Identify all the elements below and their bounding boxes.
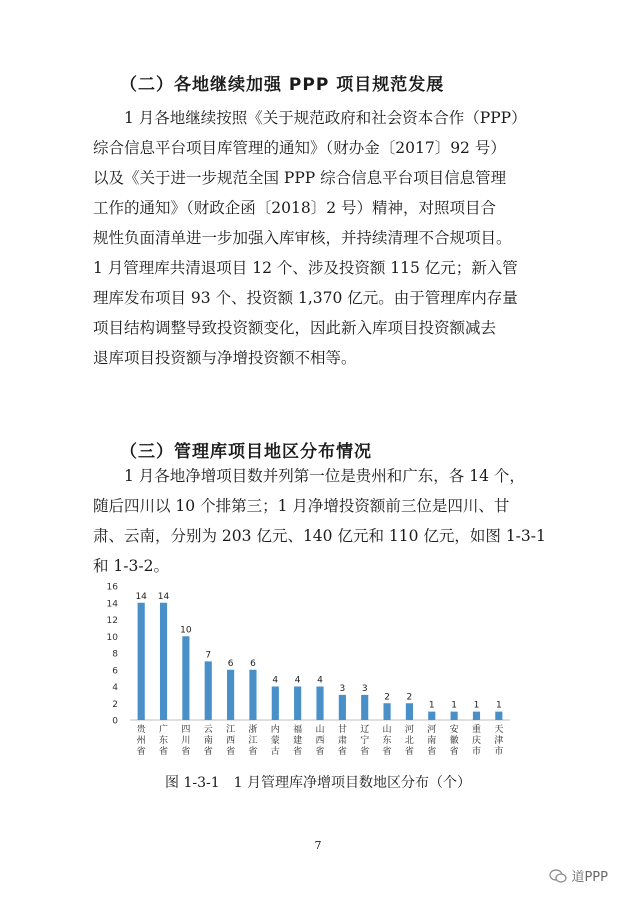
wechat-icon xyxy=(549,869,567,883)
paragraph-line: 工作的通知》（财政企函〔2018〕2 号）精神，对照项目合 xyxy=(93,199,496,217)
bar xyxy=(227,670,234,720)
paragraph-line: 和 1-3-2。 xyxy=(93,557,169,575)
watermark-text: 道PPP xyxy=(571,870,608,885)
section-2-paragraph xyxy=(93,103,563,373)
data-label: 14 xyxy=(157,591,170,602)
data-label: 1 xyxy=(451,700,457,711)
section-heading-3: （三）管理库项目地区分布情况 xyxy=(120,442,372,462)
x-tick-label: 重庆市 xyxy=(471,725,481,757)
y-tick-label: 8 xyxy=(112,649,118,660)
bar xyxy=(406,703,413,720)
y-tick-label: 0 xyxy=(112,716,118,727)
data-label: 4 xyxy=(272,675,279,686)
x-tick-label: 浙江省 xyxy=(248,725,258,757)
section-3-paragraph xyxy=(93,461,563,581)
x-tick-label: 贵州省 xyxy=(136,725,146,757)
data-label: 1 xyxy=(495,700,502,711)
y-tick-label: 4 xyxy=(112,683,118,693)
bar xyxy=(205,661,212,720)
x-tick-label: 云南省 xyxy=(203,725,213,757)
paragraph-line: 综合信息平台项目库管理的通知》（财办金〔2017〕92 号） xyxy=(93,139,506,157)
y-tick-label: 6 xyxy=(112,666,118,677)
y-tick-label: 2 xyxy=(112,699,118,710)
paragraph-line: 肃、云南，分别为 203 亿元、140 亿元和 110 亿元，如图 1-3-1 xyxy=(93,527,546,545)
x-tick-label: 四川省 xyxy=(181,725,191,757)
paragraph-line: 项目结构调整导致投资额变化，因此新入库项目投资额减去 xyxy=(93,319,497,337)
data-label: 3 xyxy=(361,683,368,694)
page-number: 7 xyxy=(314,839,322,852)
y-tick-label: 12 xyxy=(106,616,118,626)
data-label: 1 xyxy=(428,700,435,711)
x-tick-label: 河南省 xyxy=(427,725,437,757)
bar-chart xyxy=(92,574,522,774)
bar xyxy=(495,712,502,720)
paragraph-line: 退库项目投资额与净增投资额不相等。 xyxy=(93,349,357,367)
bar xyxy=(160,603,167,720)
paragraph-line: 理库发布项目 93 个、投资额 1,370 亿元。由于管理库内存量 xyxy=(93,289,518,307)
bar xyxy=(383,703,390,720)
data-label: 4 xyxy=(317,675,323,686)
y-tick-label: 14 xyxy=(106,599,118,610)
data-label: 7 xyxy=(205,650,212,661)
section-heading-2: （二）各地继续加强 PPP 项目规范发展 xyxy=(120,75,445,95)
paragraph-line: 以及《关于进一步规范全国 PPP 综合信息平台项目信息管理 xyxy=(93,169,507,187)
x-tick-label: 内蒙古 xyxy=(270,725,280,757)
figure-caption: 图 1-3-1 1 月管理库净增项目数地区分布（个） xyxy=(165,775,471,791)
bar xyxy=(294,687,301,721)
paragraph-line: 随后四川以 10 个排第三；1 月净增投资额前三位是四川、甘 xyxy=(93,497,510,515)
bar xyxy=(339,695,346,720)
bar-chart-svg xyxy=(92,574,522,774)
data-label: 1 xyxy=(473,700,480,711)
data-label: 2 xyxy=(406,692,413,703)
paragraph-line: 1 月各地净增项目数并列第一位是贵州和广东，各 14 个， xyxy=(93,467,525,485)
data-label: 2 xyxy=(384,692,390,703)
x-tick-label: 江西省 xyxy=(226,725,236,757)
x-tick-label: 辽宁省 xyxy=(360,725,370,757)
paragraph-line: 1 月管理库共清退项目 12 个、涉及投资额 115 亿元；新入管 xyxy=(93,259,518,277)
data-label: 6 xyxy=(250,658,256,669)
x-tick-label: 甘肃省 xyxy=(337,725,347,757)
paragraph-line: 规性负面清单进一步加强入库审核，并持续清理不合规项目。 xyxy=(93,229,512,247)
data-label: 3 xyxy=(339,683,346,694)
x-tick-label: 广东省 xyxy=(159,725,169,757)
y-tick-label: 10 xyxy=(106,632,118,643)
paragraph-line: 1 月各地继续按照《关于规范政府和社会资本合作（PPP） xyxy=(93,109,527,127)
bar xyxy=(182,636,189,720)
bar xyxy=(428,712,435,720)
bar xyxy=(451,712,458,720)
bar xyxy=(249,670,256,720)
bar xyxy=(473,712,480,720)
x-tick-label: 山东省 xyxy=(382,725,392,757)
x-tick-label: 河北省 xyxy=(404,725,414,757)
x-tick-label: 安徽省 xyxy=(449,725,459,757)
x-tick-label: 山西省 xyxy=(315,725,325,757)
y-tick-label: 16 xyxy=(106,582,118,593)
bar xyxy=(316,687,323,721)
bar xyxy=(272,687,279,721)
data-label: 6 xyxy=(227,658,234,669)
watermark xyxy=(549,866,608,885)
x-tick-label: 福建省 xyxy=(293,725,303,757)
x-tick-label: 天津市 xyxy=(494,725,504,757)
bar xyxy=(361,695,368,720)
data-label: 10 xyxy=(180,625,192,636)
data-label: 4 xyxy=(294,675,301,686)
data-label: 14 xyxy=(135,591,147,602)
bar xyxy=(138,603,145,720)
